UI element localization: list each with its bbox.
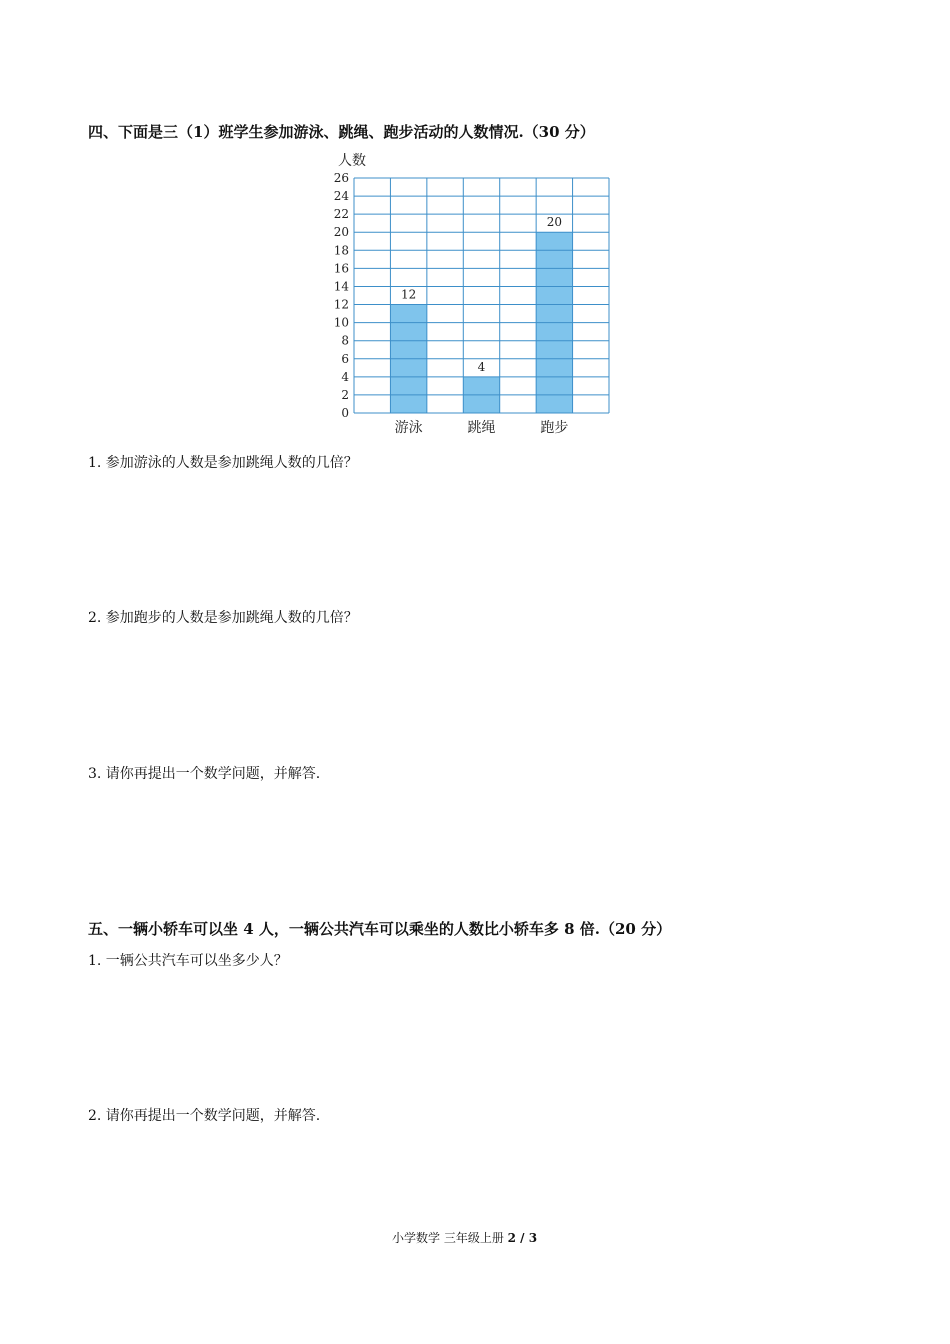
y-tick-label-8: 16 (333, 261, 349, 276)
x-tick-label-0: 游泳 (394, 420, 423, 436)
page-footer (392, 1229, 537, 1246)
bar-value-label-0: 12 (401, 287, 417, 302)
y-tick-label-7: 14 (333, 279, 349, 294)
section-4-heading: 四、下面是三（1）班学生参加游泳、跳绳、跑步活动的人数情况.（30 分） (88, 123, 595, 141)
section-5-heading: 五、一辆小轿车可以坐 4 人，一辆公共汽车可以乘坐的人数比小轿车多 8 倍.（20 分） (88, 920, 672, 938)
y-tick-label-3: 6 (341, 351, 349, 366)
y-tick-label-1: 2 (341, 387, 349, 402)
y-tick-label-0: 0 (341, 406, 349, 420)
x-tick-label-1: 跳绳 (467, 420, 496, 436)
y-tick-label-12: 24 (333, 189, 349, 204)
y-tick-label-13: 26 (333, 171, 349, 185)
bar-value-label-2: 20 (546, 215, 562, 230)
x-tick-label-2: 跑步 (540, 420, 569, 436)
activity-bar-chart (326, 148, 616, 440)
y-tick-label-9: 18 (333, 243, 349, 258)
question-5-2: 2. 请你再提出一个数学问题，并解答. (88, 1108, 321, 1124)
footer-subject: 小学数学 三年级上册 (392, 1231, 504, 1245)
y-tick-label-4: 8 (341, 333, 349, 348)
y-tick-label-5: 10 (333, 315, 349, 330)
question-5-1: 1. 一辆公共汽车可以坐多少人？ (88, 953, 288, 969)
question-4-2: 2. 参加跑步的人数是参加跳绳人数的几倍？ (88, 610, 358, 626)
y-axis-label: 人数 (338, 153, 366, 169)
footer-page-number: 2 / 3 (507, 1231, 538, 1245)
y-tick-label-10: 20 (333, 225, 349, 240)
y-tick-label-11: 22 (333, 207, 349, 222)
y-tick-label-2: 4 (341, 369, 349, 384)
bar-value-label-1: 4 (477, 359, 486, 374)
y-tick-label-6: 12 (333, 297, 349, 312)
question-4-3: 3. 请你再提出一个数学问题，并解答. (88, 766, 321, 782)
question-4-1: 1. 参加游泳的人数是参加跳绳人数的几倍？ (88, 455, 358, 471)
